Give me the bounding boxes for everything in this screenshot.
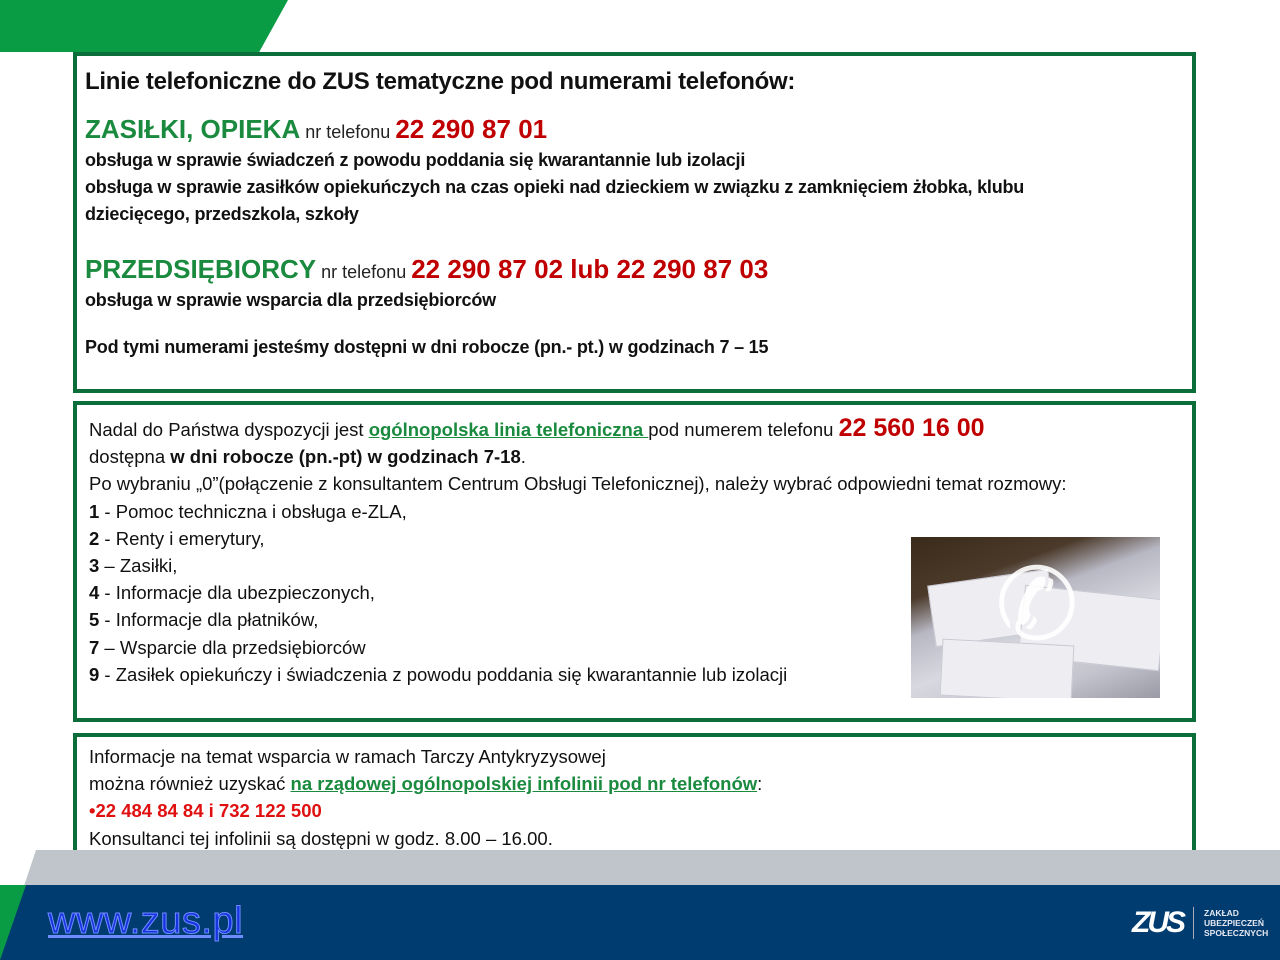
list-item: 7 – Wsparcie dla przedsiębiorców bbox=[89, 636, 366, 658]
list-item: 4 - Informacje dla ubezpieczonych, bbox=[89, 582, 375, 604]
footer-grey-band bbox=[0, 850, 1280, 886]
list-item: 5 - Informacje dla płatników, bbox=[89, 609, 319, 631]
availability-line: dostępna w dni robocze (pn.-pt) w godzinach 7-18. bbox=[89, 446, 526, 468]
government-hotline-box: Informacje na temat wsparcia w ramach Tarczy Antykryzysowej można również uzyskać na rządowej ogólnopolskiej infolinii pod nr telefonów: •22 484 84 84 i 732 122 500 Konsultanci tej infolinii są dostępni w godz. 8.00 – 16.00. bbox=[73, 733, 1196, 855]
phone-number: 22 560 16 00 bbox=[838, 414, 985, 442]
instruction-text: Po wybraniu „0”(połączenie z konsultantem Centrum Obsługi Telefonicznej), należy wybrać odpowiedni temat rozmowy: bbox=[89, 473, 1067, 495]
letters-photo bbox=[911, 537, 1160, 698]
hotline-hours: Konsultanci tej infolinii są dostępni w godz. 8.00 – 16.00. bbox=[89, 827, 553, 849]
phone-handset-icon: ✆ bbox=[995, 549, 1079, 661]
list-item: 1 - Pomoc techniczna i obsługa e-ZLA, bbox=[89, 500, 407, 522]
government-hotline-link[interactable]: na rządowej ogólnopolskiej infolinii pod nr telefonów bbox=[290, 773, 758, 795]
section-header-zasilki: ZASIŁKI, OPIEKA nr telefonu 22 290 87 01 bbox=[85, 114, 548, 144]
phone-number: 22 290 87 02 lub 22 290 87 03 bbox=[411, 254, 769, 284]
thematic-lines-box: Linie telefoniczne do ZUS tematyczne pod numerami telefonów: ZASIŁKI, OPIEKA nr telefonu 22 290 87 01 obsługa w sprawie świadczeń z powodu poddania się kwarantannie lub izolacji obsługa w sprawie zasiłków opiekuńczych na czas opieki nad dzieckiem w związku z zamknięciem żłobka, klubu dziecięcego, przedszkola, szkoły PRZEDSIĘBIORCY nr telefonu 22 290 87 02 lub 22 290 87 03 obsługa w sprawie wsparcia dla przedsiębiorców Pod tymi numerami jesteśmy dostępni w dni robocze (pn.- pt.) w godzinach 7 – 15 bbox=[73, 52, 1196, 393]
logo-divider bbox=[1193, 907, 1194, 939]
website-link[interactable]: www.zus.pl bbox=[48, 900, 244, 942]
list-item: 2 - Renty i emerytury, bbox=[89, 527, 265, 549]
availability-text: Pod tymi numerami jesteśmy dostępni w dni robocze (pn.- pt.) w godzinach 7 – 15 bbox=[85, 337, 769, 357]
zus-logo bbox=[1132, 906, 1268, 940]
national-line-box bbox=[73, 401, 1196, 722]
national-line-link[interactable]: ogólnopolska linia telefoniczna bbox=[368, 419, 649, 440]
header-green-band bbox=[0, 0, 288, 52]
zus-logo-mark: ZUS bbox=[1132, 906, 1183, 939]
section-header-przedsiebiorcy: PRZEDSIĘBIORCY nr telefonu 22 290 87 02 lub 22 290 87 03 bbox=[85, 254, 769, 284]
box-title: Linie telefoniczne do ZUS tematyczne pod numerami telefonów: bbox=[85, 68, 796, 95]
list-item: 3 – Zasiłki, bbox=[89, 555, 178, 577]
list-item: 9 - Zasiłek opiekuńczy i świadczenia z powodu poddania się kwarantannie lub izolacji bbox=[89, 663, 788, 685]
logo-text: ZAKŁAD UBEZPIECZEŃ SPOŁECZNYCH bbox=[1204, 908, 1269, 938]
phone-number: 22 290 87 01 bbox=[395, 114, 548, 144]
hotline-phones: •22 484 84 84 i 732 122 500 bbox=[89, 800, 322, 822]
intro-line: Nadal do Państwa dyspozycji jest ogólnopolska linia telefoniczna pod numerem telefonu 22 560 16 00 bbox=[89, 414, 985, 442]
